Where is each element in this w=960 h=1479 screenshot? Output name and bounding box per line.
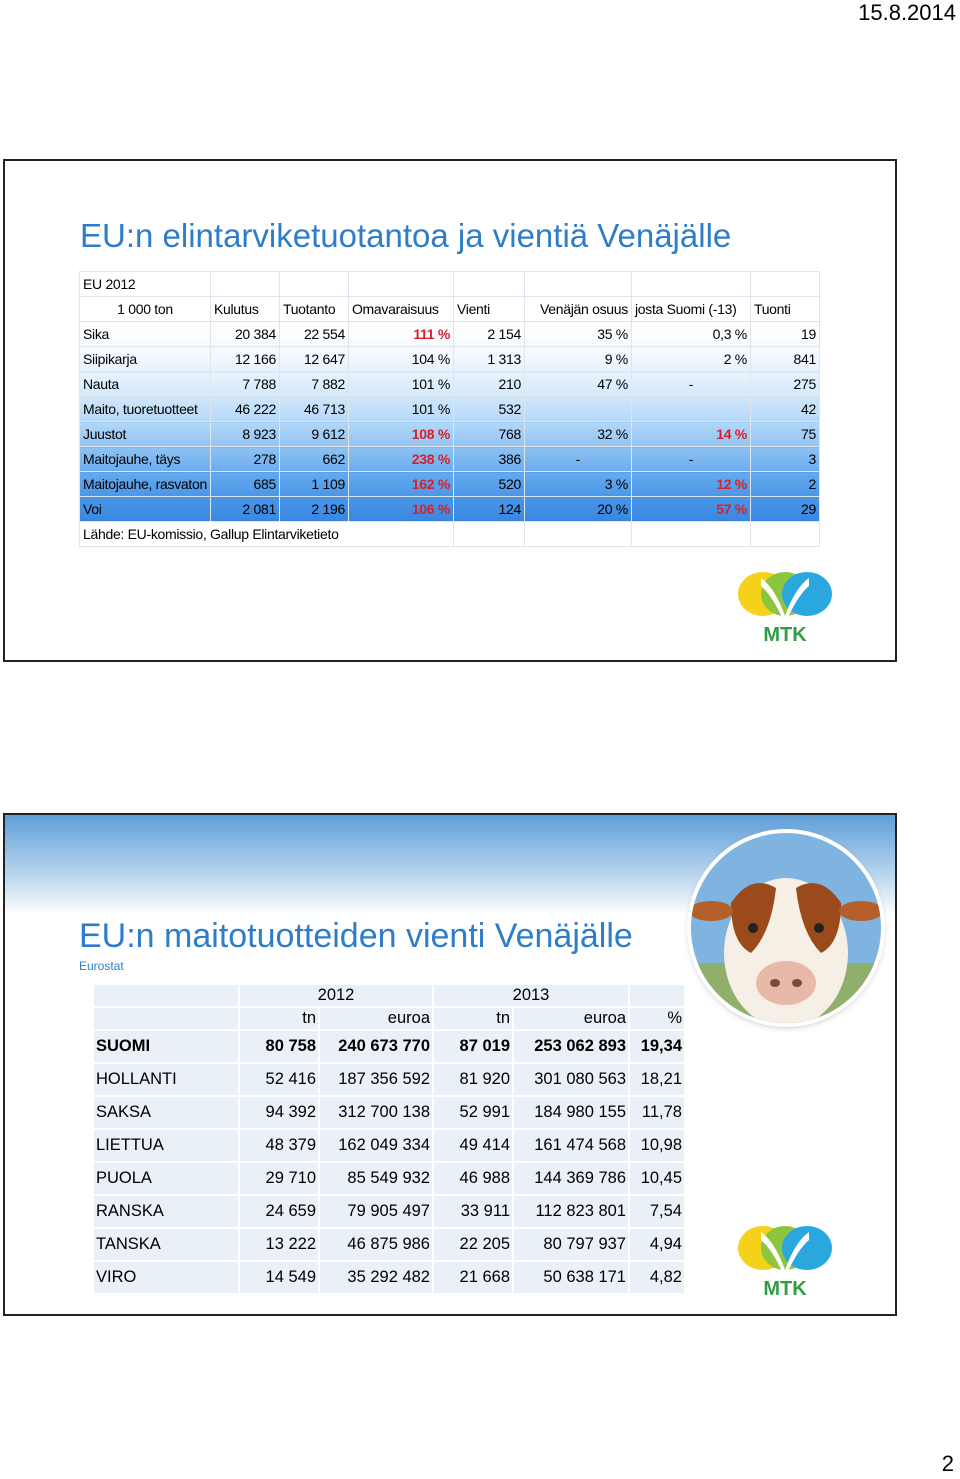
cell-tuotanto: 12 647 (279, 347, 348, 372)
unit-header: euroa (320, 1008, 432, 1029)
cell-tuonti: 75 (750, 422, 819, 447)
country-name: PUOLA (94, 1163, 238, 1194)
cell-omavaraisuus: 106 % (348, 497, 453, 522)
cell-omavaraisuus: 238 % (348, 447, 453, 472)
product-name: Nauta (80, 372, 211, 397)
cell-suomi (631, 397, 750, 422)
cell-kulutus: 278 (210, 447, 279, 472)
column-header: Vienti (453, 297, 524, 322)
country-name: TANSKA (94, 1229, 238, 1260)
country-name: SUOMI (94, 1031, 238, 1062)
table-row (94, 1229, 684, 1260)
cow-photo (691, 833, 881, 1023)
column-header: Venäjän osuus (524, 297, 631, 322)
column-header: Omavaraisuus (348, 297, 453, 322)
cell-euroa-2013: 253 062 893 (514, 1031, 628, 1062)
cell-venajan-osuus: - (524, 447, 631, 472)
cell-tn-2013: 87 019 (434, 1031, 512, 1062)
cell-suomi: 2 % (631, 347, 750, 372)
cell-tn-2012: 48 379 (240, 1130, 318, 1161)
unit-header: euroa (514, 1008, 628, 1029)
slide-title: EU:n elintarviketuotantoa ja vientiä Venäjälle (80, 217, 732, 254)
table-row (94, 1097, 684, 1128)
cell-tn-2013: 49 414 (434, 1130, 512, 1161)
source-row (80, 522, 820, 547)
table-row (80, 347, 820, 372)
country-name: RANSKA (94, 1196, 238, 1227)
cell-pct: 19,34 (630, 1031, 684, 1062)
cell-tuonti: 19 (750, 322, 819, 347)
cell-kulutus: 8 923 (210, 422, 279, 447)
cell-venajan-osuus: 32 % (524, 422, 631, 447)
table-row (80, 497, 820, 522)
cell-euroa-2012: 187 356 592 (320, 1064, 432, 1095)
source-subtitle: Eurostat (79, 959, 124, 973)
cell-pct: 4,94 (630, 1229, 684, 1260)
product-name: Sika (80, 322, 211, 347)
country-name: SAKSA (94, 1097, 238, 1128)
unit-label: 1 000 ton (80, 297, 211, 322)
cell-venajan-osuus (524, 397, 631, 422)
cell-venajan-osuus: 20 % (524, 497, 631, 522)
unit-header: tn (434, 1008, 512, 1029)
table-row (80, 322, 820, 347)
table-row (94, 1163, 684, 1194)
cell-euroa-2012: 46 875 986 (320, 1229, 432, 1260)
cell-tn-2012: 13 222 (240, 1229, 318, 1260)
cell-tn-2013: 22 205 (434, 1229, 512, 1260)
mtk-logo (735, 566, 835, 646)
cell-tn-2013: 81 920 (434, 1064, 512, 1095)
year-2012: 2012 (240, 985, 432, 1006)
cell-tn-2013: 21 668 (434, 1262, 512, 1293)
cell-tuotanto: 7 882 (279, 372, 348, 397)
cell-euroa-2013: 112 823 801 (514, 1196, 628, 1227)
cell-tn-2012: 94 392 (240, 1097, 318, 1128)
table-caption-row (80, 272, 820, 297)
cell-kulutus: 20 384 (210, 322, 279, 347)
cell-euroa-2013: 184 980 155 (514, 1097, 628, 1128)
cell-tuonti: 2 (750, 472, 819, 497)
table-caption: EU 2012 (80, 272, 211, 297)
cell-tuonti: 275 (750, 372, 819, 397)
cell-kulutus: 685 (210, 472, 279, 497)
mtk-logo-text: MTK (763, 1278, 807, 1300)
cell-tn-2012: 14 549 (240, 1262, 318, 1293)
table-row (94, 1031, 684, 1062)
cell-venajan-osuus: 35 % (524, 322, 631, 347)
cell-tn-2012: 24 659 (240, 1196, 318, 1227)
production-table (79, 271, 820, 547)
cell-omavaraisuus: 104 % (348, 347, 453, 372)
table-row (80, 422, 820, 447)
cell-tn-2012: 29 710 (240, 1163, 318, 1194)
cell-tuonti: 3 (750, 447, 819, 472)
cell-euroa-2012: 162 049 334 (320, 1130, 432, 1161)
cell-suomi: 57 % (631, 497, 750, 522)
cell-euroa-2012: 312 700 138 (320, 1097, 432, 1128)
table-row (94, 1196, 684, 1227)
export-table (92, 983, 686, 1295)
product-name: Maitojauhe, rasvaton (80, 472, 211, 497)
cell-pct: 11,78 (630, 1097, 684, 1128)
cell-vienti: 1 313 (453, 347, 524, 372)
cell-euroa-2012: 240 673 770 (320, 1031, 432, 1062)
cell-tn-2013: 33 911 (434, 1196, 512, 1227)
cell-vienti: 210 (453, 372, 524, 397)
cell-kulutus: 7 788 (210, 372, 279, 397)
cell-suomi: 12 % (631, 472, 750, 497)
cell-tuonti: 29 (750, 497, 819, 522)
table-header-row (80, 297, 820, 322)
cell-euroa-2013: 144 369 786 (514, 1163, 628, 1194)
cell-euroa-2012: 85 549 932 (320, 1163, 432, 1194)
cell-venajan-osuus: 3 % (524, 472, 631, 497)
cell-tuotanto: 662 (279, 447, 348, 472)
table-row (80, 472, 820, 497)
year-header-row (94, 985, 684, 1006)
cell-suomi: - (631, 372, 750, 397)
page-number: 2 (941, 1451, 954, 1476)
cell-omavaraisuus: 111 % (348, 322, 453, 347)
cell-venajan-osuus: 47 % (524, 372, 631, 397)
cell-kulutus: 2 081 (210, 497, 279, 522)
cell-vienti: 532 (453, 397, 524, 422)
country-name: LIETTUA (94, 1130, 238, 1161)
slide-dairy-exports (3, 813, 897, 1316)
cell-vienti: 386 (453, 447, 524, 472)
mtk-logo-text: MTK (763, 624, 807, 646)
cell-pct: 10,98 (630, 1130, 684, 1161)
cell-suomi: 14 % (631, 422, 750, 447)
cell-tuotanto: 9 612 (279, 422, 348, 447)
cell-euroa-2013: 80 797 937 (514, 1229, 628, 1260)
cell-tn-2012: 80 758 (240, 1031, 318, 1062)
product-name: Maito, tuoretuotteet (80, 397, 211, 422)
cell-kulutus: 12 166 (210, 347, 279, 372)
cell-pct: 10,45 (630, 1163, 684, 1194)
cell-omavaraisuus: 108 % (348, 422, 453, 447)
product-name: Voi (80, 497, 211, 522)
cell-euroa-2012: 79 905 497 (320, 1196, 432, 1227)
column-header: Kulutus (210, 297, 279, 322)
cell-omavaraisuus: 101 % (348, 372, 453, 397)
mtk-logo (735, 1220, 835, 1300)
table-row (94, 1130, 684, 1161)
cell-vienti: 768 (453, 422, 524, 447)
cell-tn-2013: 52 991 (434, 1097, 512, 1128)
unit-header: % (630, 1008, 684, 1029)
cell-pct: 18,21 (630, 1064, 684, 1095)
cell-vienti: 124 (453, 497, 524, 522)
cell-euroa-2013: 161 474 568 (514, 1130, 628, 1161)
country-name: HOLLANTI (94, 1064, 238, 1095)
product-name: Maitojauhe, täys (80, 447, 211, 472)
cell-tuotanto: 22 554 (279, 322, 348, 347)
cell-pct: 7,54 (630, 1196, 684, 1227)
cell-kulutus: 46 222 (210, 397, 279, 422)
column-header: Tuotanto (279, 297, 348, 322)
table-row (80, 372, 820, 397)
cell-venajan-osuus: 9 % (524, 347, 631, 372)
table-row (94, 1262, 684, 1293)
source-note: Lähde: EU-komissio, Gallup Elintarviketieto (80, 522, 454, 547)
slide-food-production (3, 159, 897, 662)
table-row (80, 447, 820, 472)
cell-euroa-2013: 301 080 563 (514, 1064, 628, 1095)
unit-header: tn (240, 1008, 318, 1029)
cell-euroa-2012: 35 292 482 (320, 1262, 432, 1293)
cell-euroa-2013: 50 638 171 (514, 1262, 628, 1293)
cell-tuonti: 841 (750, 347, 819, 372)
unit-header-row (94, 1008, 684, 1029)
page-date: 15.8.2014 (858, 0, 956, 25)
column-header: josta Suomi (-13) (631, 297, 750, 322)
cell-pct: 4,82 (630, 1262, 684, 1293)
cell-omavaraisuus: 101 % (348, 397, 453, 422)
year-2013: 2013 (434, 985, 628, 1006)
table-row (94, 1064, 684, 1095)
cell-tuotanto: 2 196 (279, 497, 348, 522)
cell-tuotanto: 46 713 (279, 397, 348, 422)
cell-omavaraisuus: 162 % (348, 472, 453, 497)
cell-tuotanto: 1 109 (279, 472, 348, 497)
cell-vienti: 520 (453, 472, 524, 497)
product-name: Juustot (80, 422, 211, 447)
cell-vienti: 2 154 (453, 322, 524, 347)
cell-tn-2012: 52 416 (240, 1064, 318, 1095)
cell-suomi: 0,3 % (631, 322, 750, 347)
table-row (80, 397, 820, 422)
column-header: Tuonti (750, 297, 819, 322)
cell-tn-2013: 46 988 (434, 1163, 512, 1194)
country-name: VIRO (94, 1262, 238, 1293)
slide-title: EU:n maitotuotteiden vienti Venäjälle (79, 917, 633, 955)
cell-tuonti: 42 (750, 397, 819, 422)
product-name: Siipikarja (80, 347, 211, 372)
cell-suomi: - (631, 447, 750, 472)
